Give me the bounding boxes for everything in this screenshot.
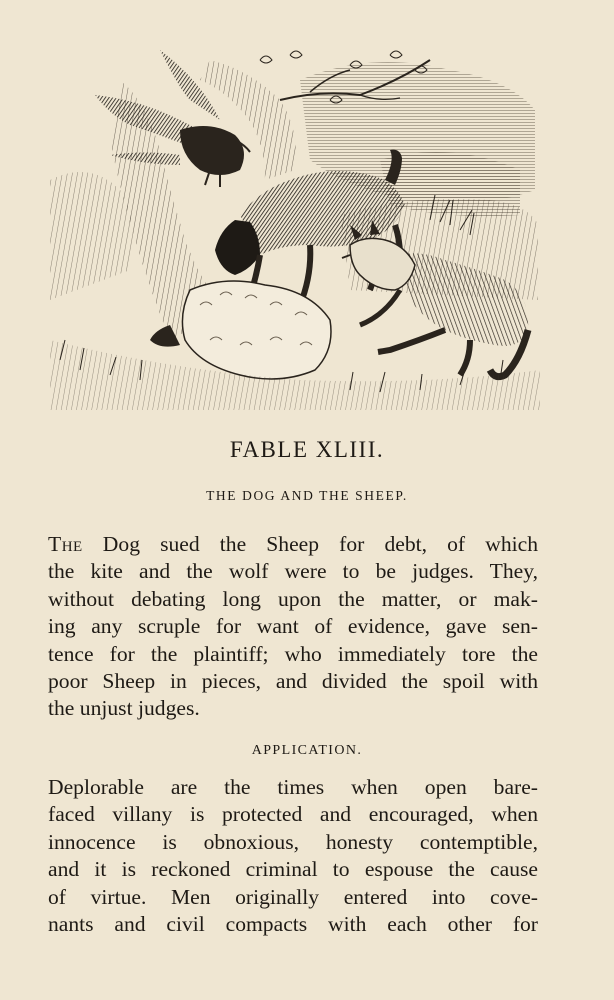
application-heading: APPLICATION. bbox=[251, 743, 363, 758]
fable-line: poor Sheep in pieces, and divided the spoil with bbox=[48, 669, 538, 694]
application-line: nants and civil compacts with each other for bbox=[48, 912, 538, 937]
fable-body bbox=[48, 531, 538, 723]
application-body bbox=[48, 774, 538, 938]
fable-subtitle: THE DOG AND THE SHEEP. bbox=[206, 488, 408, 503]
application-line: and it is reckoned criminal to espouse the cause bbox=[48, 857, 538, 882]
fable-line: the kite and the wolf were to be judges. They, bbox=[48, 559, 538, 584]
fable-line: tence for the plaintiff; who immediately tore the bbox=[48, 641, 538, 666]
fable-line: The Dog sued the Sheep for debt, of which bbox=[48, 532, 538, 556]
fable-line: without debating long upon the matter, or mak- bbox=[48, 586, 538, 611]
fable-engraving-illustration bbox=[50, 40, 540, 410]
fable-title: FABLE XLIII. bbox=[229, 437, 385, 462]
application-line: faced villany is protected and encouraged, when bbox=[48, 802, 538, 827]
application-line: innocence is obnoxious, honesty contemptible, bbox=[48, 829, 538, 854]
application-line: Deplorable are the times when open bare- bbox=[48, 775, 538, 799]
application-line: of virtue. Men originally entered into cove- bbox=[48, 884, 538, 909]
fable-first-word: The bbox=[48, 532, 83, 556]
fable-line: the unjust judges. bbox=[48, 696, 200, 721]
fable-line: ing any scruple for want of evidence, gave sen- bbox=[48, 614, 538, 639]
